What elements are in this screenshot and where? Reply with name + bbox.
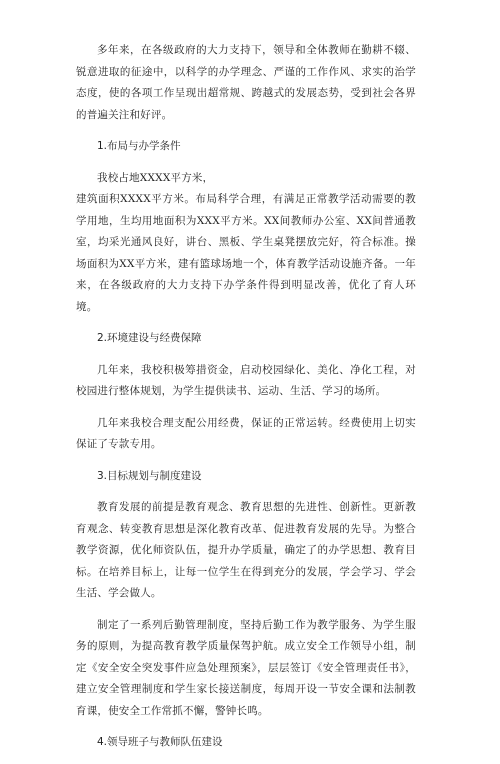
section-heading-planning: 3.目标规划与制度建设	[97, 469, 202, 482]
intro-paragraph: 多年来，在各级政府的大力支持下，领导和全体教师在勤耕不辍、锐意进取的征途中，以科学的办学理念、严谨的工作作风、求实的治学态度，使的各项工作呈现出超常规、跨越式的发展态势，受到社会各界的普遍关注和好评。	[76, 44, 416, 121]
document-body	[76, 40, 416, 764]
building-paragraph: 建筑面积XXXX平方米。布局科学合理，有满足正常教学活动需要的教学用地，生均用地面积为XXX平方米。XX间教师办公室、XX间普通教室，均采光通风良好，讲台、黑板、学生桌凳摆放完好，符合标准。操场面积为XX平方米，建有篮球场地一个，体育教学活动设施齐备。一年来，在各级政府的大力支持下办学条件得到明显改善，优化了育人环境。	[76, 193, 416, 313]
funding-paragraph: 几年来我校合理支配公用经费，保证的正常运转。经费使用上切实保证了专款专用。	[76, 416, 416, 450]
section-heading-environment: 2.环境建设与经费保障	[97, 332, 202, 344]
management-system-paragraph: 制定了一系列后勤管理制度，坚持后勤工作为教学服务、为学生服务的原则，为提高教育教学质量保驾护航。成立安全工作领导小组，制定《安全安全突发事件应急处理预案》，层层签订《安全管理责任书》，建立安全管理制度和学生家长接送制度，每周开设一节安全课和法制教育课，使安全工作常抓不懈，警钟长鸣。	[76, 618, 416, 717]
education-concept-paragraph: 教育发展的前提是教育观念、教育思想的先进性、创新性。更新教育观念、转变教育思想是深化教育改革、促进教育发展的先导。为整合教学资源，优化师资队伍，提升办学质量，确定了的办学思想、教育目标。在培养目标上，让每一位学生在得到充分的发展，学会学习、学会生活、学会做人。	[76, 501, 416, 599]
land-area-line: 我校占地XXXX平方米，	[97, 171, 214, 184]
section-heading-leadership: 4.领导班子与教师队伍建设	[97, 736, 223, 748]
section-heading-layout: 1.布局与办学条件	[97, 140, 181, 152]
environment-paragraph: 几年来，我校积极筹措资金，启动校园绿化、美化、净化工程，对校园进行整体规划，为学生提供读书、运动、生活、学习的场所。	[76, 363, 416, 397]
